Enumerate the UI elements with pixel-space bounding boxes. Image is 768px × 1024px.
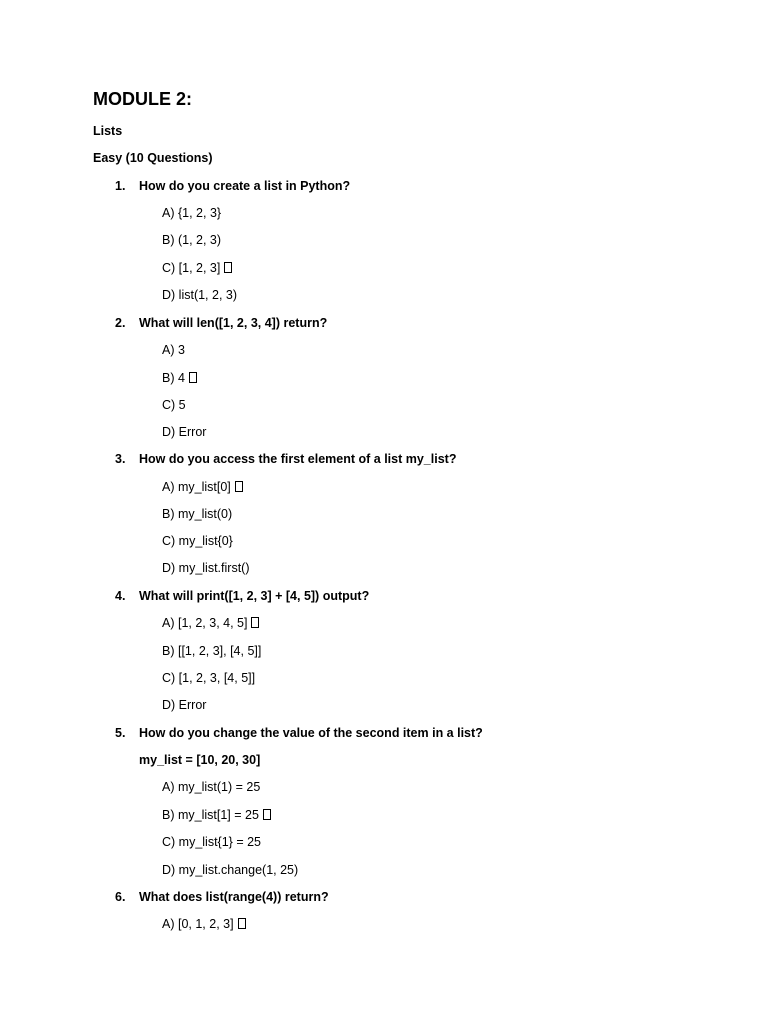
answer-option-correct	[162, 615, 259, 631]
answer-option-text: D) my_list.change(1, 25)	[162, 863, 299, 877]
answer-option	[162, 670, 255, 686]
answer-option	[162, 342, 185, 358]
answer-option-text: C) [1, 2, 3, [4, 5]]	[162, 671, 256, 685]
answer-option	[162, 697, 206, 713]
section-heading: Easy (10 Questions)	[93, 151, 213, 165]
answer-option-text: C) my_list{1} = 25	[162, 835, 262, 849]
question-number: 5.	[115, 726, 126, 740]
checkmark-icon	[224, 262, 232, 273]
answer-option	[162, 506, 232, 522]
checkmark-icon	[251, 617, 259, 628]
answer-option-text: A) 3	[162, 343, 185, 357]
answer-option-correct	[162, 807, 271, 823]
question-text: What will len([1, 2, 3, 4]) return?	[139, 316, 328, 330]
answer-option	[162, 533, 233, 549]
question-text: What does list(range(4)) return?	[139, 890, 329, 904]
question-text: What will print([1, 2, 3] + [4, 5]) output?	[139, 589, 370, 603]
question-text: How do you access the first element of a list my_list?	[139, 452, 457, 466]
question-number: 1.	[115, 179, 126, 193]
answer-option-correct	[162, 916, 246, 932]
answer-option-text: D) Error	[162, 698, 207, 712]
checkmark-icon	[238, 918, 246, 929]
answer-option-correct	[162, 260, 232, 276]
question-text: How do you create a list in Python?	[139, 179, 351, 193]
answer-option-text: B) my_list[1] = 25	[162, 808, 259, 822]
answer-option	[162, 862, 298, 878]
topic-heading: Lists	[93, 124, 123, 138]
answer-option-text: B) [[1, 2, 3], [4, 5]]	[162, 644, 262, 658]
answer-option-text: A) [0, 1, 2, 3]	[162, 917, 234, 931]
answer-option-correct	[162, 370, 197, 386]
answer-option-text: D) my_list.first()	[162, 561, 250, 575]
answer-option	[162, 205, 221, 221]
question-text: How do you change the value of the second item in a list?	[139, 726, 483, 740]
answer-option	[162, 834, 261, 850]
question-number: 4.	[115, 589, 126, 603]
answer-option	[162, 232, 221, 248]
answer-option	[162, 560, 250, 576]
answer-option	[162, 779, 260, 795]
answer-option-correct	[162, 479, 243, 495]
answer-option-text: C) my_list{0}	[162, 534, 233, 548]
answer-option	[162, 287, 237, 303]
checkmark-icon	[263, 809, 271, 820]
answer-option-text: A) [1, 2, 3, 4, 5]	[162, 616, 248, 630]
answer-option-text: B) 4	[162, 371, 185, 385]
answer-option-text: B) my_list(0)	[162, 507, 233, 521]
checkmark-icon	[235, 481, 243, 492]
answer-option-text: B) (1, 2, 3)	[162, 233, 222, 247]
answer-option-text: C) 5	[162, 398, 186, 412]
question-number: 3.	[115, 452, 126, 466]
answer-option-text: D) list(1, 2, 3)	[162, 288, 238, 302]
question-number: 6.	[115, 890, 126, 904]
answer-option-text: A) {1, 2, 3}	[162, 206, 222, 220]
answer-option	[162, 397, 186, 413]
question-code: my_list = [10, 20, 30]	[139, 753, 261, 767]
answer-option-text: A) my_list(1) = 25	[162, 780, 261, 794]
answer-option-text: D) Error	[162, 425, 207, 439]
module-title: MODULE 2:	[93, 89, 192, 109]
answer-option-text: A) my_list[0]	[162, 480, 231, 494]
answer-option-text: C) [1, 2, 3]	[162, 261, 221, 275]
answer-option	[162, 424, 206, 440]
answer-option	[162, 643, 261, 659]
question-number: 2.	[115, 316, 126, 330]
checkmark-icon	[189, 372, 197, 383]
